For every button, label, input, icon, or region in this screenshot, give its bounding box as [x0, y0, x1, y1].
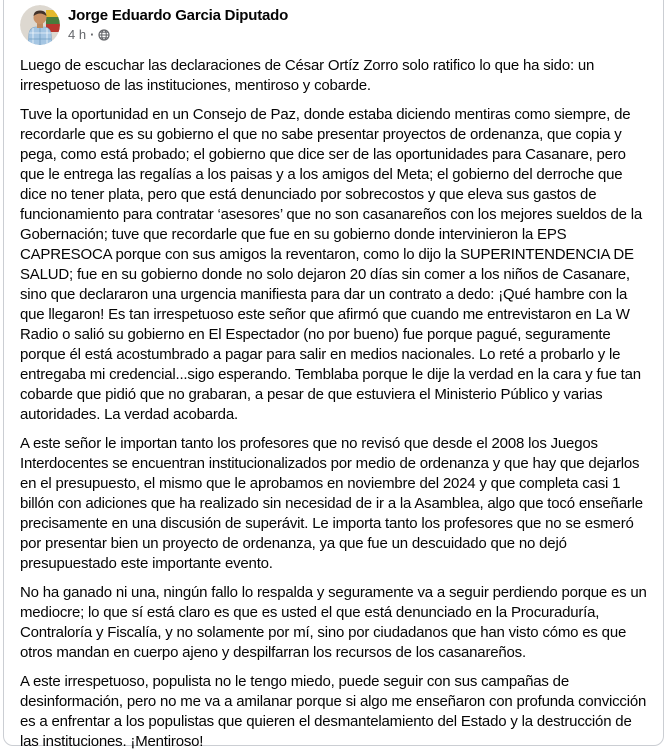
post-paragraph-5: A este irrespetuoso, populista no le tengo miedo, puede seguir con sus campañas de desinformación, pero no me va a amilanar porque si algo me enseñaron con profunda convicción es a enfrentar a los populistas que quieren el desmantelamiento del Estado y la destrucción de las instituciones. ¡Mentiroso!	[20, 673, 647, 749]
globe-icon	[98, 29, 110, 41]
avatar-photo-icon	[20, 5, 60, 45]
post-text	[4, 45, 663, 749]
post-paragraph-4: No ha ganado ni una, ningún fallo lo respalda y seguramente va a seguir perdiendo porque es un mediocre; lo que sí está claro es que es usted el que está denunciado en la Procuraduría, Contraloría y Fiscalía, y no solamente por mí, sino por ciudadanos que han visto cómo es que otros mandan en cuerpo ajeno y despilfarran los recursos de los casanareños.	[20, 584, 647, 661]
post-card	[3, 0, 664, 749]
post-paragraph-2: Tuve la oportunidad en un Consejo de Paz, donde estaba diciendo mentiras como siempre, de recordarle que es su gobierno el que no sabe presentar proyectos de ordenanza, que copia y pega, como está probado; el gobierno que dice ser de las oportunidades para Casanare, pero que le entrega las regalías a los paisas y a los amigos del Meta; el gobierno del derroche que dice no tener plata, pero que está denunciado por sobrecostos y que eleva sus gastos de funcionamiento para contratar ‘asesores’ que no son casanareños con los mejores sueldos de la Gobernación; tuve que recordarle que fue en su gobierno donde intervinieron la EPS CAPRESOCA porque con sus amigos la reventaron, como lo dijo la SUPERINTENDENCIA DE SALUD; fue en su gobierno donde no solo dejaron 20 días sin comer a los niños de Casanare, sino que declararon una urgencia manifiesta para dar un contrato a dedo: ¡Qué hambre con la que llegaron! Es tan irrespetuoso este señor que afirmó que cuando me entrevistaron en La W Radio o salió su gobierno en El Espectador (no por bueno) fue porque pagué, seguramente porque él está acostumbrado a pagar para salir en medios nacionales. Lo reté a probarlo y le entregaba mi credencial...sigo esperando. Temblaba porque le dije la verdad en la cara y fue tan cobarde que pidió que no grabaran, a pesar de que estuviera el Ministerio Público y varias autoridades. La verdad acobarda.	[20, 106, 643, 423]
post-timestamp[interactable]: 4 h	[68, 27, 87, 42]
post-header-text	[68, 5, 288, 43]
post-paragraph-3: A este señor le importan tanto los profesores que no revisó que desde el 2008 los Juegos Interdocentes se encuentran institucionalizados por medio de ordenanza y que hay que dejarlos en el presupuesto, el mismo que le aprobamos en noviembre del 2024 y que completa casi 1 billón con adiciones que ha realizado sin necesidad de ir a la Asamblea, algo que tocó enseñarle precisamente en una discusión de superávit. Le importa tanto los profesores que no se esmeró por presentar bien un proyecto de ordenanza, ya que fue un descuidado que no dejó presupuestado este importante evento.	[20, 435, 643, 572]
post-header	[4, 0, 663, 45]
author-name[interactable]: Jorge Eduardo Garcia Diputado	[68, 7, 289, 24]
post-meta	[68, 27, 288, 43]
meta-separator: ·	[90, 27, 95, 42]
post-paragraph-1: Luego de escuchar las declaraciones de César Ortíz Zorro solo ratifico lo que ha sido: un irrespetuoso de las instituciones, mentiroso y cobarde.	[20, 57, 595, 94]
avatar[interactable]	[20, 5, 60, 45]
